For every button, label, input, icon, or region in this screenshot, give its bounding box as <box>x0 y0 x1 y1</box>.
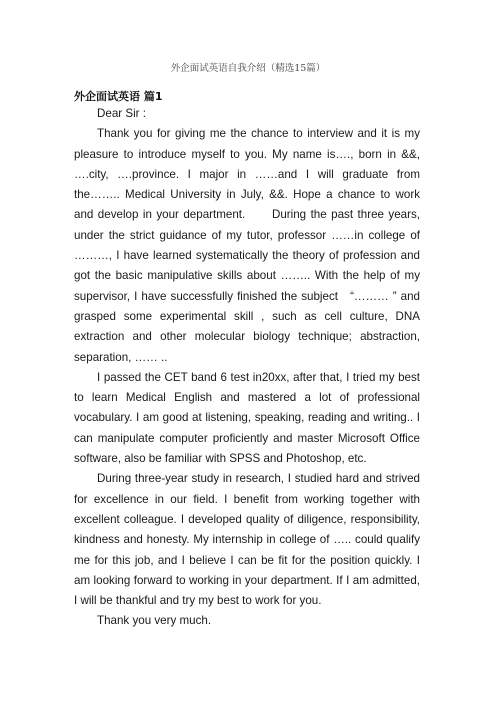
paragraph-introduction: Thank you for giving me the chance to interview and it is my pleasure to introduce myself to you. My name is…., born in &&, ….city, ….province. I major in ……and I will graduate from the…….. Medical University in July, &&. Hope a chance to work and develop in your department. During the past three years, under the strict guidance of my tutor, professor ……in college of ………, I have learned systematically the theory of profession and got the basic manipulative skills about …….. With the help of my supervisor, I have successfully finished the subject “……… ” and grasped some experimental skill , such as cell culture, DNA extraction and other molecular biology technique; abstraction, separation, …… .. <box>74 127 420 364</box>
paragraph-skills: I passed the CET band 6 test in20xx, after that, I tried my best to learn Medical English and mastered a lot of professional vocabulary. I am good at listening, speaking, reading and writing.. I can manipulate computer proficiently and master Microsoft Office software, also be familiar with SPSS and Photoshop, etc. <box>74 370 420 466</box>
salutation: Dear Sir : <box>97 107 146 120</box>
letter-body <box>74 104 420 632</box>
document-header: 外企面试英语自我介绍（精选15篇） <box>170 63 326 74</box>
section-title: 外企面试英语 篇1 <box>74 90 163 103</box>
closing: Thank you very much. <box>97 614 212 628</box>
paragraph-research: During three-year study in research, I studied hard and strived for excellence in our field. I benefit from working together with excellent colleague. I developed quality of diligence, responsibility, kindness and honesty. My internship in college of ….. could qualify me for this job, and I believe I can be fit for the position quickly. I am looking forward to working in your department. If I am admitted, I will be thankful and try my best to work for you. <box>74 472 420 608</box>
